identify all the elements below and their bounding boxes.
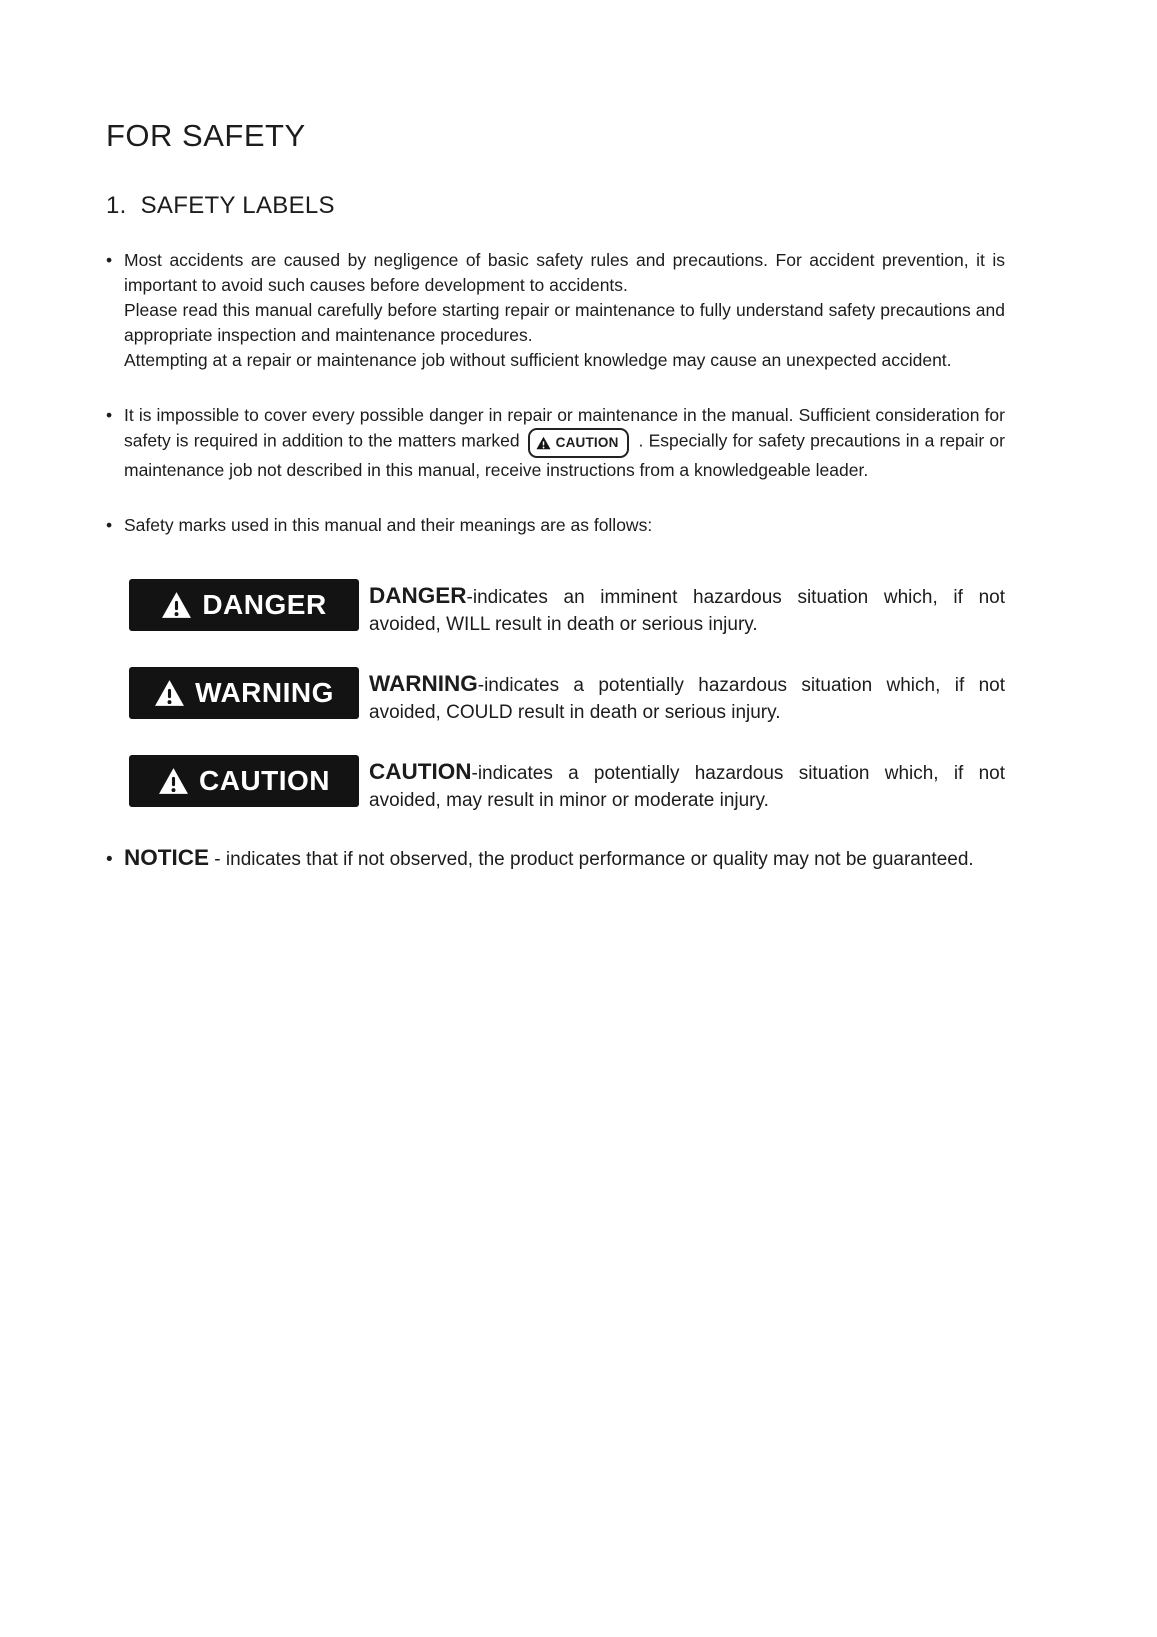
bullet-marker: • — [106, 405, 113, 425]
mark-term: DANGER — [369, 583, 467, 608]
paragraph: Safety marks used in this manual and their meanings are as follows: — [124, 515, 653, 535]
paragraph: Attempting at a repair or maintenance job without sufficient knowledge may cause an unexpected accident. — [124, 350, 952, 370]
mark-description — [369, 756, 1005, 814]
badge-label: CAUTION — [198, 765, 331, 796]
mark-text: -indicates a potentially hazardous situation which, if not avoided, may result in minor or moderate injury. — [369, 763, 1005, 811]
caution-badge — [130, 756, 358, 806]
badge-column — [106, 580, 369, 630]
text-before-chip: It is impossible to cover every possible danger in repair or maintenance in the manual. Sufficient consideration for safety is required in addition to the matters marked — [124, 405, 1005, 451]
page-title: FOR SAFETY — [106, 118, 306, 153]
bullet-item-accidents — [106, 248, 1005, 373]
mark-text: -indicates an imminent hazardous situation which, if not avoided, WILL result in death or serious injury. — [369, 587, 1005, 635]
safety-mark-row-caution — [106, 756, 1005, 814]
mark-description — [369, 668, 1005, 726]
notice-item — [106, 844, 1005, 874]
warning-badge — [130, 668, 358, 718]
chip-label: CAUTION — [555, 435, 619, 450]
badge-column — [106, 756, 369, 806]
bullet-marker: • — [106, 849, 113, 870]
notice-content — [124, 844, 1005, 874]
section-heading — [106, 192, 1005, 220]
mark-term: WARNING — [369, 671, 478, 696]
bullet-item-caution-note — [106, 403, 1005, 483]
safety-mark-row-warning — [106, 668, 1005, 726]
bullet-marker: • — [106, 250, 113, 270]
bullet-marker: • — [106, 515, 113, 535]
warning-triangle-icon — [536, 436, 551, 450]
paragraph-with-chip — [124, 403, 1005, 483]
bullet-item-safety-marks-intro — [106, 513, 1005, 538]
warning-triangle-icon — [154, 679, 185, 707]
section-number: 1. — [106, 192, 127, 219]
bullet-content — [124, 403, 1005, 483]
warning-triangle-icon — [158, 767, 189, 795]
paragraph: Please read this manual carefully before starting repair or maintenance to fully understand safety precautions and appropriate inspection and maintenance procedures. — [124, 300, 1005, 345]
text-after-chip: . Especially for safety precautions in a repair or maintenance job not described in this manual, receive instructions from a knowledgeable leader. — [124, 430, 1005, 480]
paragraph: Most accidents are caused by negligence of basic safety rules and precautions. For accident prevention, it is important to avoid such causes before development to accidents. — [124, 250, 1005, 295]
mark-description — [369, 580, 1005, 638]
section-title: SAFETY LABELS — [140, 192, 335, 219]
badge-column — [106, 668, 369, 718]
mark-term: CAUTION — [369, 759, 472, 784]
warning-triangle-icon — [161, 591, 192, 619]
inline-caution-chip — [528, 428, 629, 458]
notice-term: NOTICE — [124, 845, 210, 870]
danger-badge — [130, 580, 358, 630]
badge-label: DANGER — [202, 589, 327, 620]
badge-label: WARNING — [195, 677, 334, 708]
safety-mark-row-danger — [106, 580, 1005, 638]
bullet-content — [124, 248, 1005, 373]
bullet-content — [124, 513, 1005, 538]
mark-text: -indicates a potentially hazardous situation which, if not avoided, COULD result in death or serious injury. — [369, 675, 1005, 723]
notice-text: - indicates that if not observed, the product performance or quality may not be guaranteed. — [209, 849, 974, 870]
